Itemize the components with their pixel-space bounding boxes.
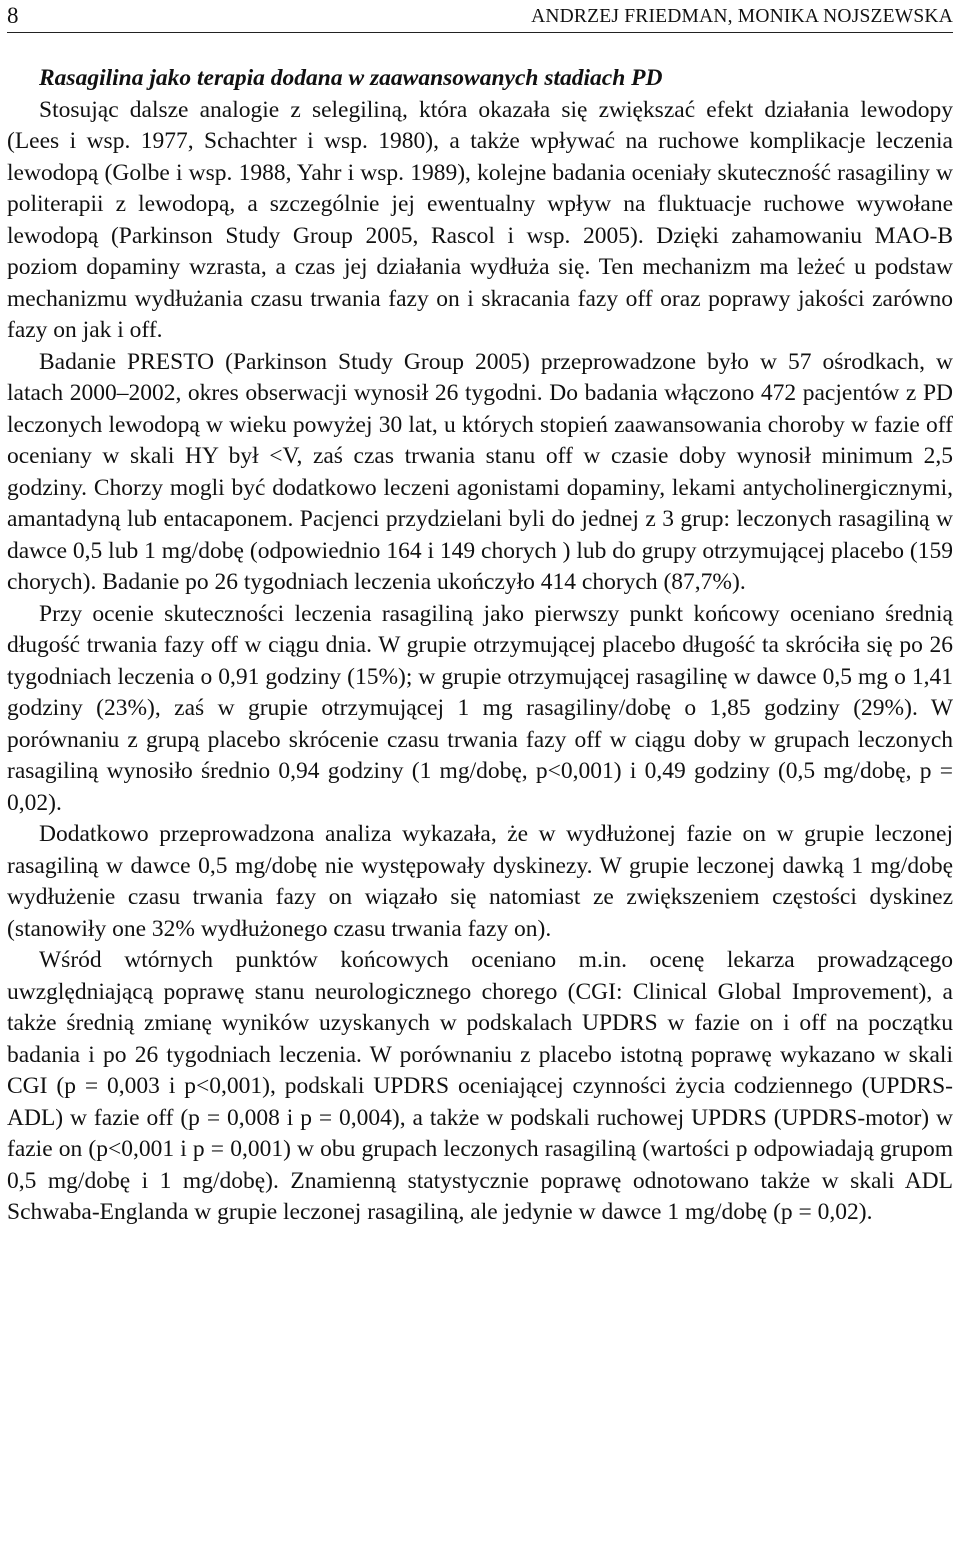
paragraph: Wśród wtórnych punktów końcowych oceniano m.in. ocenę lekarza prowadzącego uwzględniającą poprawę stanu neurologicznego chorego (CGI: Clinical Global Improvement), a także średnią zmianę wyników uzyskanych w podskalach UPDRS w fazie on i off na początku badania i po 26 tygodniach leczenia. W porównaniu z placebo istotną poprawę wykazano w skali CGI (p = 0,003 i p<0,001), podskali UPDRS oceniającej czynności życia codziennego (UPDRS-ADL) w fazie off (p = 0,008 i p = 0,004), a także w podskali ruchowej UPDRS (UPDRS-motor) w fazie on (p<0,001 i p = 0,001) w obu grupach leczonych rasagiliną (wartości p odpowiadają grupom 0,5 mg/dobę i 1 mg/dobę). Znamienną statystycznie poprawę odnotowano także w skali ADL Schwaba-Englanda w grupie leczonej rasagiliną, ale jedynie w dawce 1 mg/dobę (p = 0,02). bbox=[7, 947, 953, 1225]
body-text bbox=[7, 95, 953, 1229]
paragraph: Dodatkowo przeprowadzona analiza wykazała, że w wydłużonej fazie on w grupie leczonej rasagiliną w dawce 0,5 mg/dobę nie występowały dyskinezy. W grupie leczonej dawką 1 mg/dobę wydłużenie czasu trwania fazy on wiązało się natomiast ze zwiększeniem częstości dyskinez (stanowiły one 32% wydłużonego czasu trwania fazy on). bbox=[7, 821, 953, 942]
document-page bbox=[7, 0, 953, 1556]
paragraph: Stosując dalsze analogie z selegiliną, która okazała się zwiększać efekt działania lewodopy (Lees i wsp. 1977, Schachter i wsp. 1980), a także wpływać na ruchowe komplikacje leczenia lewodopą (Golbe i wsp. 1988, Yahr i wsp. 1989), kolejne badania oceniały skuteczność rasagiliny w politerapii z lewodopą, a szczególnie jej ewentualny wpływ na fluktuacje ruchowe wywołane lewodopą (Parkinson Study Group 2005, Rascol i wsp. 2005). Dzięki zahamowaniu MAO-B poziom dopaminy wzrasta, a czas jej działania wydłuża się. Ten mechanizm ma leżeć u podstaw mechanizmu wydłużania czasu trwania fazy on i skracania fazy off oraz poprawy jakości zarówno fazy on jak i off. bbox=[7, 96, 953, 343]
paragraph: Przy ocenie skuteczności leczenia rasagiliną jako pierwszy punkt końcowy oceniano średnią długość trwania fazy off w ciągu dnia. W grupie otrzymującej placebo długość ta skróciła się po 26 tygodniach leczenia o 0,91 godziny (15%); w grupie otrzymującej rasagilinę w dawce 0,5 mg o 1,41 godziny (23%), zaś w grupie otrzymującej 1 mg rasagiliny/dobę o 1,85 godziny (29%). W porównaniu z grupą placebo skrócenie czasu trwania fazy off w ciągu doby w grupach leczonych rasagiliną wynosiło średnio 0,94 godziny (1 mg/dobę, p<0,001) i 0,49 godziny (0,5 mg/dobę, p = 0,02). bbox=[7, 600, 953, 816]
running-head-authors: ANDRZEJ FRIEDMAN, MONIKA NOJSZEWSKA bbox=[531, 6, 953, 27]
paragraph: Badanie PRESTO (Parkinson Study Group 2005) przeprowadzone było w 57 ośrodkach, w latach 2000–2002, okres obserwacji wynosił 26 tygodni. Do badania włączono 472 pacjentów z PD leczonych lewodopą w wieku powyżej 30 lat, u których stopień zaawansowania choroby w fazie off oceniany w skali HY był <V, zaś czas trwania stanu off w czasie doby wynosił minimum 2,5 godziny. Chorzy mogli być dodatkowo leczeni agonistami dopaminy, lekami antycholinergicznymi, amantadyną lub entacaponem. Pacjenci przydzielani byli do jednej z 3 grup: leczonych rasagiliną w dawce 0,5 lub 1 mg/dobę (odpowiednio 164 i 149 chorych ) lub do grupy otrzymującej placebo (159 chorych). Badanie po 26 tygodniach leczenia ukończyło 414 chorych (87,7%). bbox=[7, 348, 953, 595]
running-head bbox=[7, 2, 953, 33]
page-number: 8 bbox=[7, 3, 19, 28]
section-heading: Rasagilina jako terapia dodana w zaawansowanych stadiach PD bbox=[39, 65, 663, 91]
